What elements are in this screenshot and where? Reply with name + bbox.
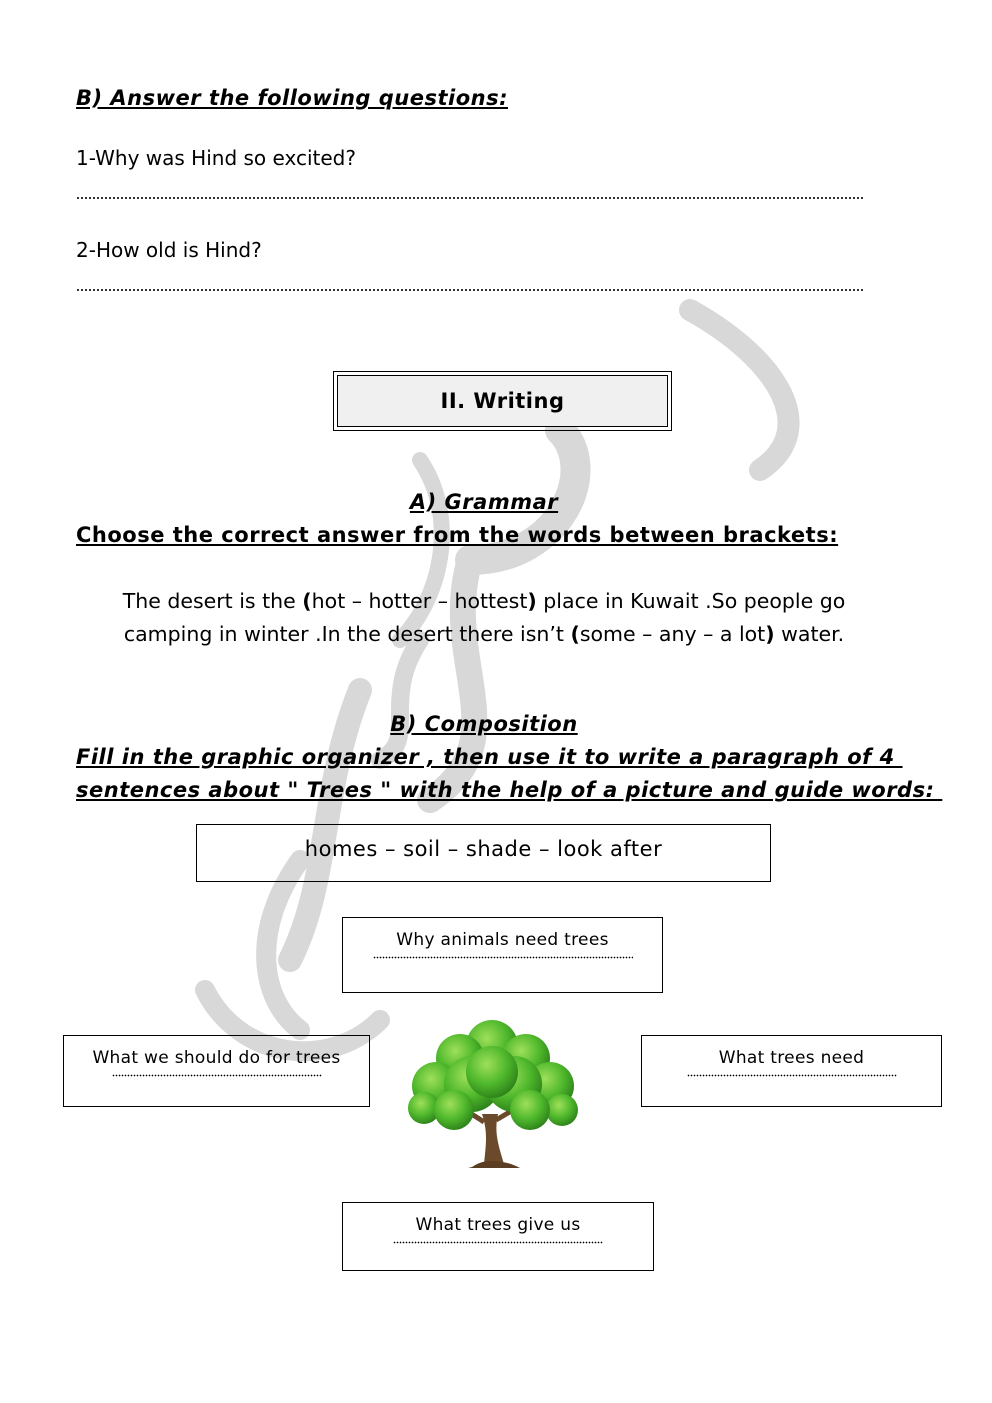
grammar-instruction: Choose the correct answer from the words between brackets:	[76, 523, 839, 547]
guide-words-box	[196, 824, 771, 882]
organizer-left-line[interactable]	[112, 1074, 322, 1077]
composition-instruction-line-1: Fill in the graphic organizer , then use it to write a paragraph of 4	[76, 745, 903, 769]
grammar-title: A) Grammar	[409, 490, 559, 514]
organizer-box-right[interactable]	[641, 1035, 942, 1107]
questions-heading: B) Answer the following questions:	[76, 86, 508, 110]
tree-icon	[402, 1014, 582, 1170]
bracket-close-2: )	[765, 622, 775, 646]
grammar-line-2-before: camping in winter .In the desert there isn’t	[123, 622, 571, 646]
answer-line-1[interactable]	[76, 196, 864, 200]
organizer-bottom-line[interactable]	[393, 1241, 603, 1244]
answer-line-2[interactable]	[76, 288, 864, 292]
grammar-line-2-after: water.	[774, 622, 845, 646]
grammar-line-2	[76, 618, 892, 651]
grammar-line-1-after: place in Kuwait .So people go	[536, 589, 846, 613]
organizer-right-line[interactable]	[687, 1074, 897, 1077]
organizer-top-label: Why animals need trees	[396, 930, 609, 950]
organizer-bottom-label: What trees give us	[415, 1215, 581, 1235]
grammar-paragraph	[76, 585, 892, 651]
organizer-top-line[interactable]	[373, 956, 633, 959]
bracket-open-1: (	[302, 589, 312, 613]
choices-2[interactable]: some – any – a lot	[579, 622, 766, 646]
question-1: 1-Why was Hind so excited?	[76, 146, 356, 170]
bracket-open-2: (	[570, 622, 580, 646]
organizer-right-label: What trees need	[718, 1048, 865, 1068]
guide-words: homes – soil – shade – look after	[304, 837, 663, 861]
composition-title: B) Composition	[390, 712, 578, 736]
question-2: 2-How old is Hind?	[76, 238, 262, 262]
choices-1[interactable]: hot – hotter – hottest	[311, 589, 528, 613]
bracket-close-1: )	[527, 589, 537, 613]
organizer-box-left[interactable]	[63, 1035, 370, 1107]
organizer-box-bottom[interactable]	[342, 1202, 654, 1271]
grammar-line-1-before: The desert is the	[122, 589, 303, 613]
writing-section-title: II. Writing	[337, 375, 668, 427]
organizer-left-label: What we should do for trees	[92, 1048, 341, 1068]
organizer-box-top[interactable]	[342, 917, 663, 993]
writing-section-box	[333, 371, 672, 431]
grammar-line-1	[76, 585, 892, 618]
composition-instruction-line-2: sentences about " Trees " with the help of a picture and guide words:	[76, 778, 943, 802]
